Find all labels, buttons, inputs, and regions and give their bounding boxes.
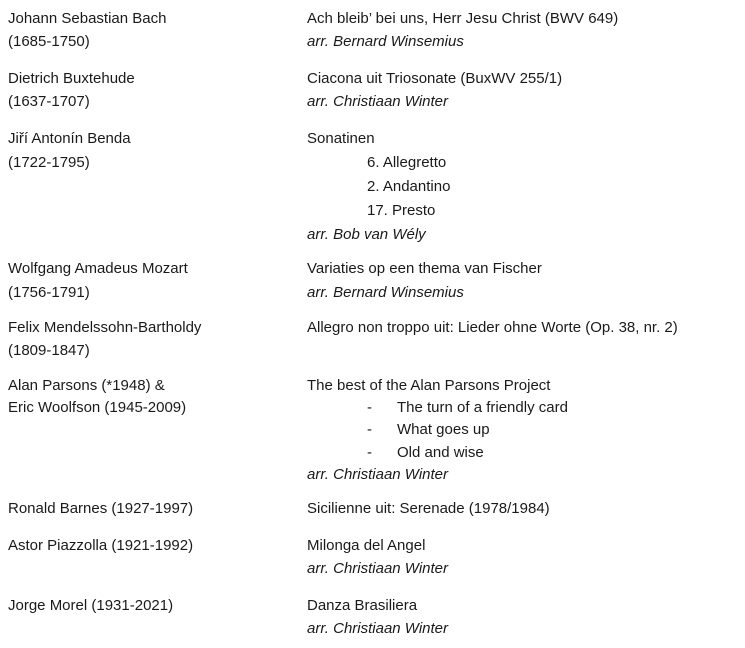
song-title: The turn of a friendly card	[397, 399, 568, 416]
work-title: Milonga del Angel	[307, 537, 426, 554]
list-marker: -	[367, 399, 372, 416]
composer-name: Dietrich Buxtehude	[8, 70, 135, 87]
composer-name: Johann Sebastian Bach	[8, 10, 167, 27]
work-title: Sonatinen	[307, 130, 375, 147]
work-title-text: Ach bleib’ bei uns, Herr Jesu Christ (BWV 649)	[307, 10, 619, 27]
arranger: arr. Bob van Wély	[307, 226, 426, 243]
work-title: The best of the Alan Parsons Project	[307, 377, 551, 394]
arranger: arr. Christiaan Winter	[307, 93, 449, 110]
composer-name: Jiří Antonín Benda	[8, 130, 131, 147]
movement: 2. Andantino	[367, 178, 451, 195]
composer-name: Jorge Morel (1931-2021)	[8, 597, 174, 614]
movement: 6. Allegretto	[367, 154, 447, 171]
arranger: arr. Bernard Winsemius	[307, 284, 464, 301]
composer-name: Wolfgang Amadeus Mozart	[8, 260, 188, 277]
arranger: arr. Christiaan Winter	[307, 620, 449, 637]
song-title: What goes up	[397, 421, 490, 438]
work-title: Variaties op een thema van Fischer	[307, 260, 542, 277]
movement: 17. Presto	[367, 202, 436, 219]
song-title: Old and wise	[397, 444, 484, 461]
work-title: Ciacona uit Triosonate (BuxWV 255/1)	[307, 70, 563, 87]
arranger: arr. Christiaan Winter	[307, 560, 449, 577]
composer-name: Alan Parsons (*1948) &	[8, 377, 165, 394]
arranger: arr. Bernard Winsemius	[307, 33, 464, 50]
work-title: Sicilienne uit: Serenade (1978/1984)	[307, 500, 550, 517]
composer-dates: (1756-1791)	[8, 284, 90, 301]
composer-name: Ronald Barnes (1927-1997)	[8, 500, 194, 517]
composer-dates: (1722-1795)	[8, 154, 90, 171]
list-marker: -	[367, 421, 372, 438]
work-title: Danza Brasiliera	[307, 597, 418, 614]
composer-name: Astor Piazzolla (1921-1992)	[8, 537, 194, 554]
arranger: arr. Christiaan Winter	[307, 466, 449, 483]
composer-name: Eric Woolfson (1945-2009)	[8, 399, 187, 416]
work-title	[307, 9, 618, 29]
composer-name: Felix Mendelssohn-Bartholdy	[8, 319, 202, 336]
composer-dates: (1637-1707)	[8, 93, 90, 110]
composer-dates: (1685-1750)	[8, 33, 90, 50]
work-title: Allegro non troppo uit: Lieder ohne Worte (Op. 38, nr. 2)	[307, 319, 678, 336]
list-marker: -	[367, 444, 372, 461]
composer-dates: (1809-1847)	[8, 342, 90, 359]
